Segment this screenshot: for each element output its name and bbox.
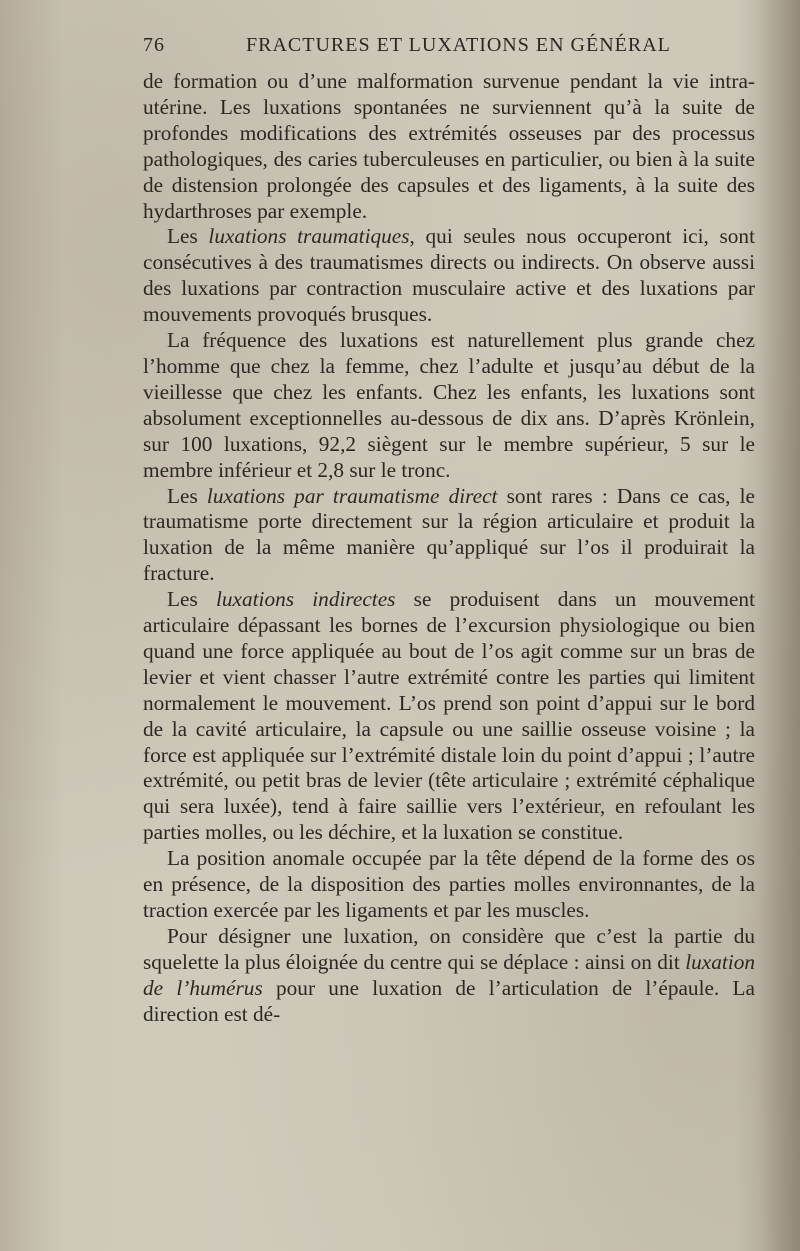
italic-term: luxation de l’humérus (143, 949, 755, 1000)
text-segment: se produisent dans un mouvement articulaire dépassant les bornes de l’excursion physiologique ou bien quand une force appliquée au bout de l’os agit comme sur un bras de levier et vient chasser l’autre extrémité contre les parties qui limitent normalement le mouvement. L’os prend son point d’appui sur le bord de la cavité articulaire, la capsule ou une saillie osseuse voisine ; la force est appliquée sur l’extrémité distale loin du point d’appui ; l’autre extrémité, ou petit bras de levier (tête articulaire ; extrémité céphalique qui sera luxée), tend à faire saillie vers l’extérieur, en refoulant les parties molles, ou les déchire, et la luxation se constitue. (143, 587, 756, 845)
text-segment: sont rares : Dans ce cas, le traumatisme porte directement sur la région articulaire et produit la luxation de la même manière qu’appliqué sur l’os il produirait la fracture. (143, 483, 755, 586)
text-segment: pour une luxation de l’articulation de l’épaule. La direction est dé- (143, 975, 755, 1026)
paragraph-4 (143, 484, 755, 588)
paragraph-1 (143, 69, 755, 224)
page-number: 76 (143, 34, 165, 56)
page-edge-shadow (758, 0, 800, 1251)
text-segment: Les (167, 224, 209, 249)
paragraph-7 (143, 924, 755, 1028)
body-text (143, 69, 755, 1028)
paragraph-5 (143, 587, 755, 846)
italic-term: luxations par traumatisme direct (206, 483, 498, 508)
text-segment: La fréquence des luxations est naturellement plus grande chez l’homme que chez la femme, chez l’adulte et jusqu’au début de la vieillesse que chez les enfants. Chez les enfants, les luxations sont absolument exceptionnelles au-dessous de dix ans. D’après Krönlein, sur 100 luxations, 92,2 siègent sur le membre supérieur, 5 sur le membre inférieur et 2,8 sur le tronc. (143, 328, 755, 482)
text-segment: Les (167, 483, 207, 508)
text-segment: Les (167, 587, 216, 612)
paragraph-3 (143, 328, 755, 483)
text-segment: , qui seules nous occuperont ici, sont consécutives à des traumatismes directs ou indirects. On observe aussi des luxations par contraction musculaire active et des luxations par mouvements provoqués brusques. (143, 224, 755, 327)
text-segment: Pour désigner une luxation, on considère que c’est la partie du squelette la plus éloignée du centre qui se déplace : ainsi on dit (143, 923, 755, 974)
text-segment: de formation ou d’une malformation survenue pendant la vie intra-utérine. Les luxations spontanées ne surviennent qu’à la suite de profondes modifications des extrémités osseuses par des processus pathologiques, des caries tuberculeuses en particulier, ou bien à la suite de distension prolongée des capsules et des ligaments, à la suite des hydarthroses par exemple. (143, 69, 755, 223)
running-head: FRACTURES ET LUXATIONS EN GÉNÉRAL (246, 34, 671, 56)
page-header (143, 34, 763, 62)
paragraph-6 (143, 846, 755, 924)
text-segment: La position anomale occupée par la tête dépend de la forme des os en présence, de la disposition des parties molles environnantes, de la traction exercée par les ligaments et par les muscles. (143, 846, 755, 922)
paragraph-2 (143, 224, 755, 328)
italic-term: luxations traumatiques (208, 224, 410, 249)
italic-term: luxations indirectes (215, 587, 396, 612)
